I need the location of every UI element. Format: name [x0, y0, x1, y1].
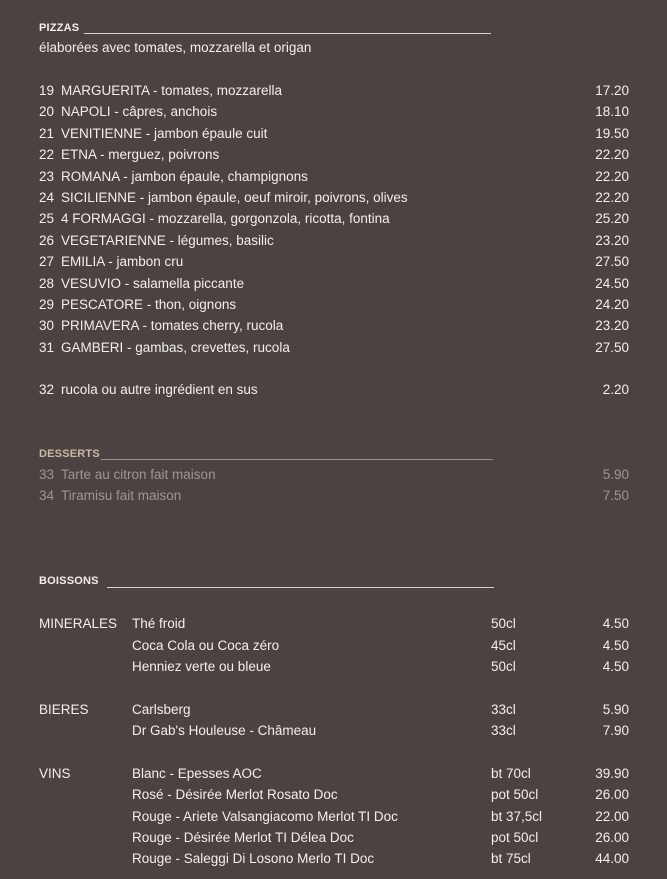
- drink-name: Rosé - Désirée Merlot Rosato Doc: [132, 787, 338, 802]
- item-price: 23.20: [595, 318, 629, 334]
- drink-price: 4.50: [602, 616, 629, 631]
- item-name: NAPOLI - câpres, anchois: [61, 104, 218, 120]
- drink-price: 4.50: [602, 659, 629, 674]
- item-name: GAMBERI - gambas, crevettes, rucola: [61, 339, 290, 355]
- pizza-row: [39, 146, 629, 164]
- dessert-row: [39, 487, 629, 505]
- item-price: 27.50: [595, 254, 629, 270]
- drink-row: [39, 701, 629, 719]
- item-number: 33: [39, 467, 55, 482]
- drink-row: [39, 765, 629, 783]
- item-price: 19.50: [595, 125, 629, 141]
- boissons-rule: [107, 587, 494, 588]
- drink-row: [39, 808, 629, 826]
- pizza-row: [39, 125, 629, 143]
- item-price: 25.20: [595, 211, 629, 227]
- drink-name: Henniez verte ou bleue: [132, 659, 271, 674]
- drink-price: 7.90: [602, 723, 629, 738]
- item-name: Tiramisu fait maison: [61, 488, 182, 504]
- item-price: 24.50: [595, 275, 629, 291]
- item-number: 19: [39, 83, 55, 98]
- drink-name: Rouge - Désirée Merlot TI Délea Doc: [132, 830, 354, 845]
- pizza-row: [39, 275, 629, 293]
- item-number: 27: [39, 254, 55, 270]
- drink-row: [39, 615, 629, 633]
- dessert-row: [39, 466, 629, 484]
- item-name: ROMANA - jambon épaule, champignons: [61, 168, 308, 184]
- item-name: 4 FORMAGGI - mozzarella, gorgonzola, ricotta, fontina: [61, 211, 390, 227]
- item-name: ETNA - merguez, poivrons: [61, 147, 220, 163]
- item-price: 5.90: [602, 467, 629, 482]
- item-number: 24: [39, 190, 55, 205]
- item-name: VEGETARIENNE - légumes, basilic: [61, 232, 274, 248]
- drink-category: VINS: [39, 766, 71, 781]
- item-number: 31: [39, 339, 55, 355]
- drink-category: MINERALES: [39, 616, 118, 631]
- item-number: 34: [39, 488, 55, 504]
- pizza-row: [39, 168, 629, 186]
- drink-row: [39, 786, 629, 804]
- item-number: 26: [39, 232, 55, 248]
- item-number: 32: [39, 382, 55, 397]
- item-price: 18.10: [595, 104, 629, 120]
- item-price: 23.20: [595, 232, 629, 248]
- pizza-row: [39, 339, 629, 357]
- drink-volume: 50cl: [491, 616, 516, 631]
- item-name: VESUVIO - salamella piccante: [61, 275, 245, 291]
- item-name: MARGUERITA - tomates, mozzarella: [61, 83, 283, 98]
- item-name: rucola ou autre ingrédient en sus: [61, 382, 258, 397]
- drink-volume: 45cl: [491, 638, 516, 653]
- item-name: VENITIENNE - jambon épaule cuit: [61, 125, 268, 141]
- drink-category: BIERES: [39, 702, 89, 717]
- drink-name: Carlsberg: [132, 702, 191, 717]
- item-name: Tarte au citron fait maison: [61, 467, 216, 482]
- drink-row: [39, 829, 629, 847]
- drink-price: 4.50: [602, 638, 629, 653]
- item-price: 2.20: [602, 382, 629, 397]
- drink-name: Rouge - Saleggi Di Losono Merlo TI Doc: [132, 851, 375, 866]
- item-name: SICILIENNE - jambon épaule, oeuf miroir, poivrons, olives: [61, 190, 408, 205]
- item-price: 22.20: [595, 190, 629, 205]
- drink-name: Thé froid: [132, 616, 186, 631]
- drink-volume: bt 75cl: [491, 851, 531, 866]
- item-number: 21: [39, 125, 55, 141]
- item-price: 7.50: [602, 488, 629, 504]
- item-number: 30: [39, 318, 55, 334]
- pizza-row: [39, 253, 629, 271]
- drink-name: Coca Cola ou Coca zéro: [132, 638, 280, 653]
- drink-name: Dr Gab's Houleuse - Châmeau: [132, 723, 317, 738]
- drink-price: 22.00: [595, 809, 629, 824]
- drink-row: [39, 722, 629, 740]
- drink-price: 44.00: [595, 851, 629, 866]
- item-name: EMILIA - jambon cru: [61, 254, 184, 270]
- pizza-row: [39, 189, 629, 207]
- item-name: PRIMAVERA - tomates cherry, rucola: [61, 318, 284, 334]
- drink-row: [39, 658, 629, 676]
- desserts-heading: DESSERTS: [39, 448, 100, 460]
- drink-price: 26.00: [595, 830, 629, 845]
- drink-name: Rouge - Ariete Valsangiacomo Merlot TI Doc: [132, 809, 398, 824]
- pizza-row: [39, 210, 629, 228]
- drink-price: 5.90: [602, 702, 629, 717]
- drink-volume: 50cl: [491, 659, 516, 674]
- pizza-row: [39, 296, 629, 314]
- item-number: 20: [39, 104, 55, 120]
- drink-volume: bt 37,5cl: [491, 809, 543, 824]
- item-number: 23: [39, 168, 55, 184]
- pizzas-subtitle-text: élaborées avec tomates, mozzarella et origan: [39, 40, 312, 55]
- drink-volume: bt 70cl: [491, 766, 531, 781]
- drink-price: 26.00: [595, 787, 629, 802]
- drink-price: 39.90: [595, 766, 629, 781]
- desserts-rule: [101, 459, 493, 460]
- item-number: 22: [39, 147, 55, 163]
- pizza-row: [39, 232, 629, 250]
- drink-volume: pot 50cl: [491, 830, 539, 845]
- drink-volume: pot 50cl: [491, 787, 539, 802]
- item-price: 22.20: [595, 147, 629, 163]
- drink-volume: 33cl: [491, 723, 516, 738]
- item-number: 29: [39, 297, 55, 312]
- pizza-row: [39, 82, 629, 100]
- drink-row: [39, 637, 629, 655]
- item-price: 17.20: [595, 83, 629, 98]
- boissons-heading: BOISSONS: [39, 575, 99, 587]
- drink-row: [39, 850, 629, 868]
- pizzas-rule: [84, 33, 491, 34]
- pizza-extra-row: [39, 381, 629, 399]
- item-number: 25: [39, 211, 55, 227]
- item-price: 24.20: [595, 297, 629, 312]
- pizza-row: [39, 103, 629, 121]
- pizzas-heading: PIZZAS: [39, 22, 80, 34]
- pizzas-subtitle: [39, 39, 629, 57]
- item-price: 27.50: [595, 339, 629, 355]
- item-number: 28: [39, 275, 55, 291]
- item-price: 22.20: [595, 168, 629, 184]
- drink-name: Blanc - Epesses AOC: [132, 766, 262, 781]
- drink-volume: 33cl: [491, 702, 516, 717]
- pizza-row: [39, 317, 629, 335]
- item-name: PESCATORE - thon, oignons: [61, 297, 237, 312]
